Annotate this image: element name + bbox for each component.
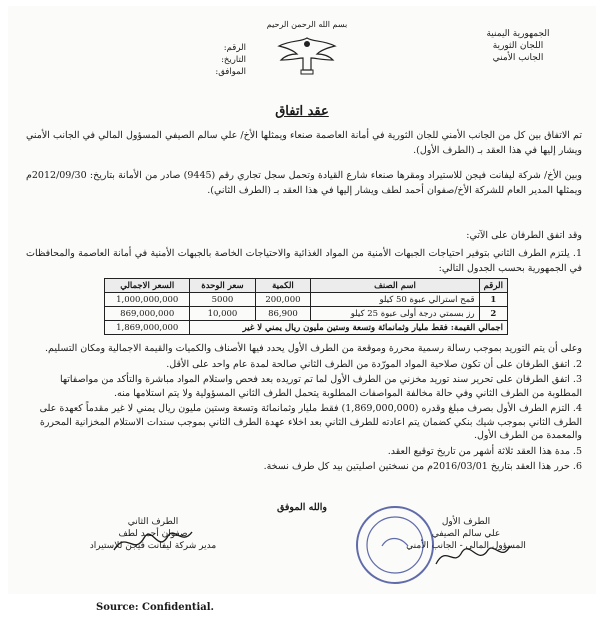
agreement-intro: وقد اتفق الطرفان على الآتي: (466, 230, 582, 241)
letterhead-line: الجانب الأمني (492, 53, 544, 63)
clause-delivery-note: وعلى أن يتم التوريد بموجب رسالة رسمية محررة وموقعة من الطرف الأول يحدد فيها الأصناف والكميات والقيمة الاجمالية ومكان التسليم. (44, 343, 582, 354)
reference-date-label: التاريخ: (221, 55, 246, 65)
letterhead-line: اللجان الثورية (492, 41, 544, 51)
first-party-label: الطرف الأول (441, 517, 491, 527)
row-quantity: 86,900 (255, 307, 311, 321)
first-party-signature-block (396, 516, 536, 552)
contract-title: عقد اتفاق (275, 104, 329, 119)
clause-1: 1. يلتزم الطرف الثاني بتوفير احتياجات الجبهات الأمنية من المواد الغذائية والاحتياجات الخاصة بالجبهات الأمنية في أمانة العاصمة والمحافظات في الجمهورية بحسب الجدول التالي: (26, 248, 582, 274)
col-header-unit-price: سعر الوحدة (190, 279, 255, 293)
letterhead-emblem-block (266, 20, 348, 76)
table-total-row (105, 321, 508, 335)
supply-table (104, 278, 508, 335)
reference-number-label: الرقم: (223, 43, 246, 53)
row-total: 869,000,000 (105, 307, 190, 321)
second-party-signature-block (78, 516, 228, 552)
handwritten-signature-icon (432, 536, 512, 576)
row-quantity: 200,000 (255, 293, 311, 307)
row-unit-price: 5000 (190, 293, 255, 307)
second-party-label: الطرف الثاني (127, 517, 179, 527)
first-party-name: علي سالم الصيفي (431, 529, 501, 539)
table-header-row (105, 279, 508, 293)
reference-corresponding-label: الموافق: (215, 67, 246, 77)
handwritten-signature-icon (108, 510, 198, 570)
row-number: 1 (479, 293, 507, 307)
second-party-title: مدير شركة ليفانت فيجن للاستيراد (89, 541, 217, 551)
col-header-quantity: الكمية (255, 279, 311, 293)
contract-document (8, 6, 596, 594)
total-in-words: اجمالي القيمة: فقط مليار وثمانمائة وتسعة وستين مليون ريال يمني لا غير (190, 321, 508, 335)
official-stamp-icon (352, 502, 438, 588)
row-total: 1,000,000,000 (105, 293, 190, 307)
grand-total-value: 1,869,000,000 (105, 321, 190, 335)
row-item: رز بسمتي درجة أولى عبوة 25 كيلو (311, 307, 479, 321)
second-party-paragraph: وبين الأخ/ شركة ليفانت فيجن للاستيراد ومقرها صنعاء شارع القيادة وتحمل سجل تجاري رقم (9445) صادر من الأمانة بتاريخ: 2012/09/30م ويمثلها المدير العام للشركة الأخ/صفوان أحمد لطف ويشار إليها في هذا العقد بـ (الطرف الثاني). (26, 170, 582, 196)
source-caption: Source: Confidential. (96, 602, 215, 613)
clause-4: 4. التزم الطرف الأول بصرف مبلغ وقدره (1,869,000,000) فقط مليار وثمانمائة وتسعة وستين مليون ريال يمني لا غير مقدماً كعهدة على الطرف الثاني بموجب شيك بنكي كضمان يتم اعادته للطرف الثاني بعد اخلاء عهدة الطرف الثاني بموجب سندات الاستلام المخزانية المحررة والمعمدة من الطرف الأول. (39, 403, 582, 441)
col-header-total-price: السعر الاجمالي (105, 279, 190, 293)
letterhead-reference (186, 42, 246, 78)
row-item: قمح استرالي عبوة 50 كيلو (311, 293, 479, 307)
row-number: 2 (479, 307, 507, 321)
clause-2: 2. اتفق الطرفان على أن تكون صلاحية المواد المورّدة من الطرف الثاني صالحة لمدة عام واحد على الأقل. (166, 358, 582, 370)
second-party-name: صفوان أحمد لطف (118, 529, 188, 539)
first-party-paragraph: تم الاتفاق بين كل من الجانب الأمني للجان الثورية في أمانة العاصمة صنعاء ويمثلها الأخ/ علي سالم الصيفي المسؤول المالي في الجانب الأمني ويشار إليها في هذا العقد بـ (الطرف الأول). (26, 130, 582, 156)
col-header-number: الرقم (479, 279, 507, 293)
table-row (105, 307, 508, 321)
clause-6: 6. حرر هذا العقد بتاريخ 2016/03/01م من نسختين اصليتين بيد كل طرف نسخة. (263, 461, 582, 472)
basmala: بسم الله الرحمن الرحيم (266, 20, 348, 29)
col-header-item: اسم الصنف (311, 279, 479, 293)
letterhead-issuer (458, 28, 578, 64)
first-party-title: المسؤول المالي - الجانب الأمني (406, 541, 526, 551)
contract-clauses (26, 342, 582, 476)
clause-5: 5. مدة هذا العقد ثلاثة أشهر من تاريخ توقيع العقد. (387, 445, 582, 457)
letterhead-line: الجمهورية اليمنية (486, 29, 550, 39)
row-unit-price: 10,000 (190, 307, 255, 321)
table-row (105, 293, 508, 307)
closing-phrase: والله الموفق (276, 502, 328, 513)
eagle-emblem-icon (271, 32, 343, 76)
clause-3: 3. اتفق الطرفان على تحرير سند توريد مخزني من الطرف الأول لما تم توريده بعد فحص واستلام المواد مباشرة والتأكد من مواصفاتها المطلوبة من الطرف الثاني وفي حالة مخالفة المواصفات المطلوبة يتحمل الطرف الثاني المسؤولية ولا يتم استلامها منه. (60, 374, 582, 399)
